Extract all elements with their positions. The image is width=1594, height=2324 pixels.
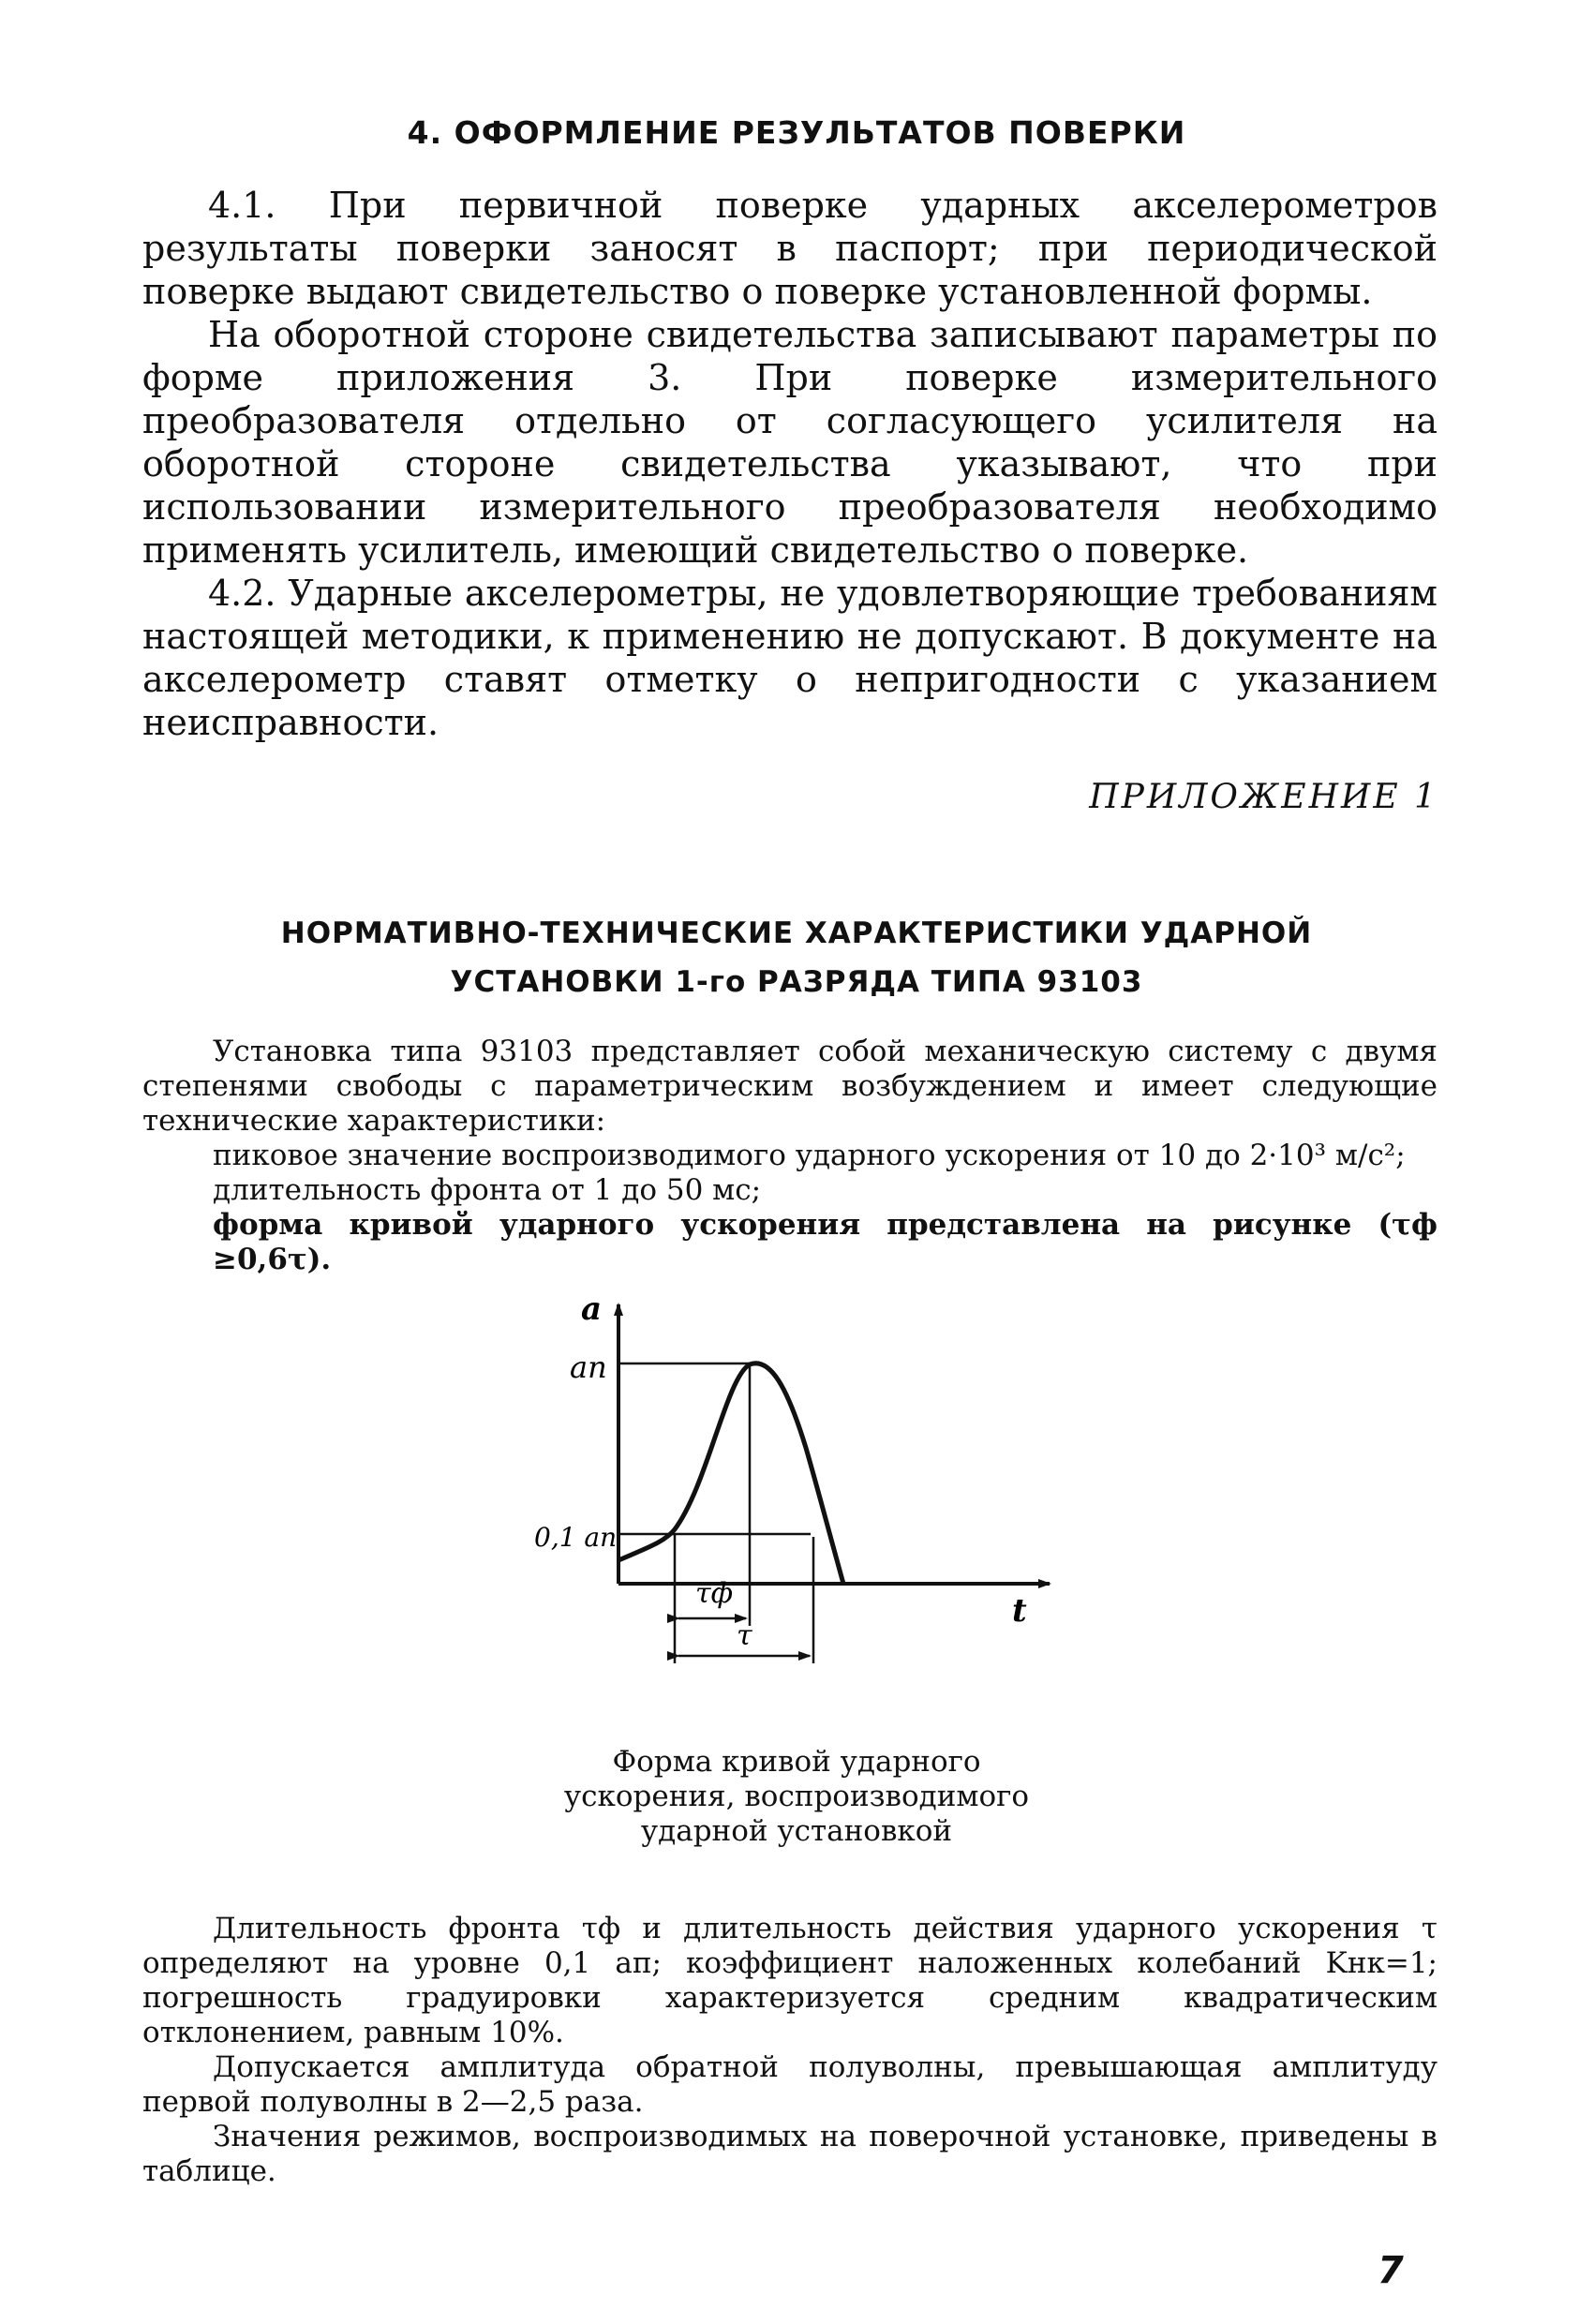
threshold-label: 0,1 aп xyxy=(534,1522,618,1553)
x-axis-label: t xyxy=(1012,1592,1027,1630)
front-duration-label: τф xyxy=(695,1577,734,1610)
appendix-body xyxy=(142,1035,1438,1277)
paragraph-amplitude: Допускается амплитуда обратной полуволны, превышающая амплитуду первой полуволны в 2—2,5 раза. xyxy=(142,2050,1438,2119)
caption-line-1: Форма кривой ударного xyxy=(612,1745,981,1779)
closing-body xyxy=(142,1912,1438,2189)
figure-caption xyxy=(422,1745,1171,1849)
appendix-title-line-2: УСТАНОВКИ 1-го РАЗРЯДА ТИПА 93103 xyxy=(450,965,1143,999)
acceleration-curve-figure xyxy=(525,1274,1106,1724)
caption-line-3: ударной установкой xyxy=(640,1814,953,1848)
spec-item-front: длительность фронта от 1 до 50 мс; xyxy=(213,1173,762,1207)
paragraph-4-1: 4.1. При первичной поверке ударных акселерометров результаты поверки заносят в паспорт; при периодической поверке выдают свидетельство о поверке установленной формы. xyxy=(142,185,1438,312)
page-number: 7 xyxy=(1378,2249,1404,2292)
acceleration-curve xyxy=(618,1363,843,1584)
paragraph-duration: Длительность фронта τф и длительность действия ударного ускорения τ определяют на уровне 0,1 aп; коэффициент наложенных колебаний Kнк=1; погрешность градуировки характеризуется средним квадратическим отклонением, равным 10%. xyxy=(142,1912,1438,2049)
duration-label: τ xyxy=(737,1619,752,1652)
paragraph-modes: Значения режимов, воспроизводимых на поверочной установке, приведены в таблице. xyxy=(142,2120,1438,2188)
appendix-title xyxy=(141,909,1452,1006)
caption-line-2: ускорения, воспроизводимого xyxy=(563,1780,1030,1813)
spec-item-peak: пиковое значение воспроизводимого ударного ускорения от 10 до 2·10³ м/с²; xyxy=(213,1139,1406,1172)
spec-item-shape: форма кривой ударного ускорения представлена на рисунке (τф ≥0,6τ). xyxy=(213,1208,1438,1276)
appendix-title-line-1: НОРМАТИВНО-ТЕХНИЧЕСКИЕ ХАРАКТЕРИСТИКИ УДАРНОЙ xyxy=(280,916,1313,950)
y-axis-label: a xyxy=(581,1290,603,1328)
appendix-label: ПРИЛОЖЕНИЕ 1 xyxy=(1089,778,1438,816)
peak-label: aп xyxy=(570,1349,607,1385)
paragraph-4-2: 4.2. Ударные акселерометры, не удовлетворяющие требованиям настоящей методики, к применению не допускают. В документе на акселерометр ставят отметку о непригодности с указанием неисправности. xyxy=(142,573,1438,743)
appendix-intro: Установка типа 93103 представляет собой механическую систему с двумя степенями свободы с параметрическим возбуждением и имеет следующие технические характеристики: xyxy=(142,1035,1438,1138)
section-heading: 4. ОФОРМЛЕНИЕ РЕЗУЛЬТАТОВ ПОВЕРКИ xyxy=(407,114,1186,151)
paragraph-4-1-continued: На оборотной стороне свидетельства записывают параметры по форме приложения 3. При поверке измерительного преобразователя отдельно от согласующего усилителя на оборотной стороне свидетельства указывают, что при использовании измерительного преобразователя необходимо применять усилитель, имеющий свидетельство о поверке. xyxy=(142,314,1438,571)
section-body xyxy=(142,184,1438,744)
